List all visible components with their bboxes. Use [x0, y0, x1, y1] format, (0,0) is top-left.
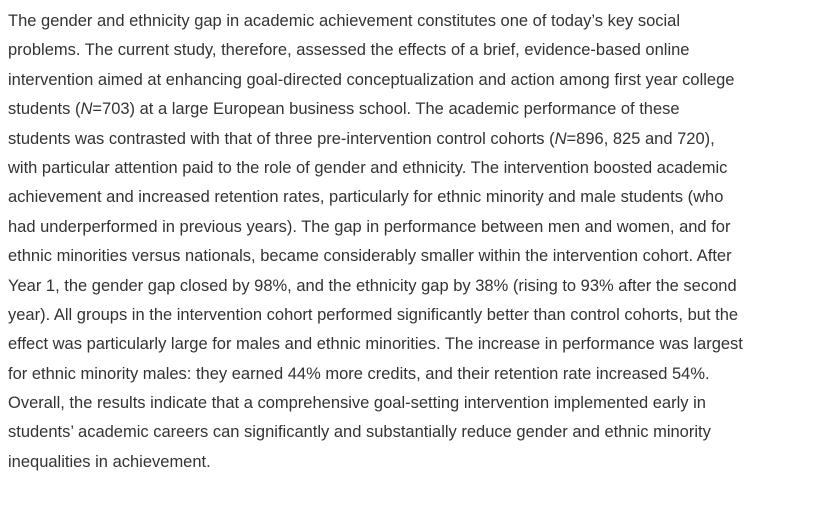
text-line: effect was particularly large for males and ethnic minorities. The increase in performance was largest: [8, 335, 743, 354]
text-line: students (N=703) at a large European business school. The academic performance of these: [8, 100, 680, 119]
text-line: Overall, the results indicate that a comprehensive goal-setting intervention implemented early in: [8, 394, 706, 413]
text-line: ethnic minorities versus nationals, became considerably smaller within the intervention cohort. After: [8, 247, 732, 266]
sample-size-symbol: N: [554, 129, 567, 148]
text-line: year). All groups in the intervention cohort performed significantly better than control cohorts, but the: [8, 305, 739, 324]
text-line: had underperformed in previous years). The gap in performance between men and women, and for: [8, 217, 731, 236]
text-line: The gender and ethnicity gap in academic achievement constitutes one of today’s key social: [8, 12, 681, 30]
text-line: students’ academic careers can significantly and substantially reduce gender and ethnic minority: [8, 423, 711, 442]
text-line: intervention aimed at enhancing goal-directed conceptualization and action among first year college: [8, 70, 735, 89]
text-line: achievement and increased retention rates, particularly for ethnic minority and male students (who: [8, 188, 724, 207]
text-line: for ethnic minority males: they earned 44% more credits, and their retention rate increased 54%.: [8, 364, 710, 383]
abstract-paragraph: [8, 7, 826, 477]
sample-size-symbol: N: [80, 100, 93, 119]
text-line: students was contrasted with that of three pre-intervention control cohorts (N=896, 825 and 720),: [8, 129, 715, 148]
text-line: Year 1, the gender gap closed by 98%, and the ethnicity gap by 38% (rising to 93% after the second: [8, 276, 737, 295]
text-line: inequalities in achievement.: [8, 452, 211, 471]
text-line: problems. The current study, therefore, assessed the effects of a brief, evidence-based online: [8, 41, 690, 60]
text-line: with particular attention paid to the role of gender and ethnicity. The intervention boosted academic: [8, 158, 728, 177]
